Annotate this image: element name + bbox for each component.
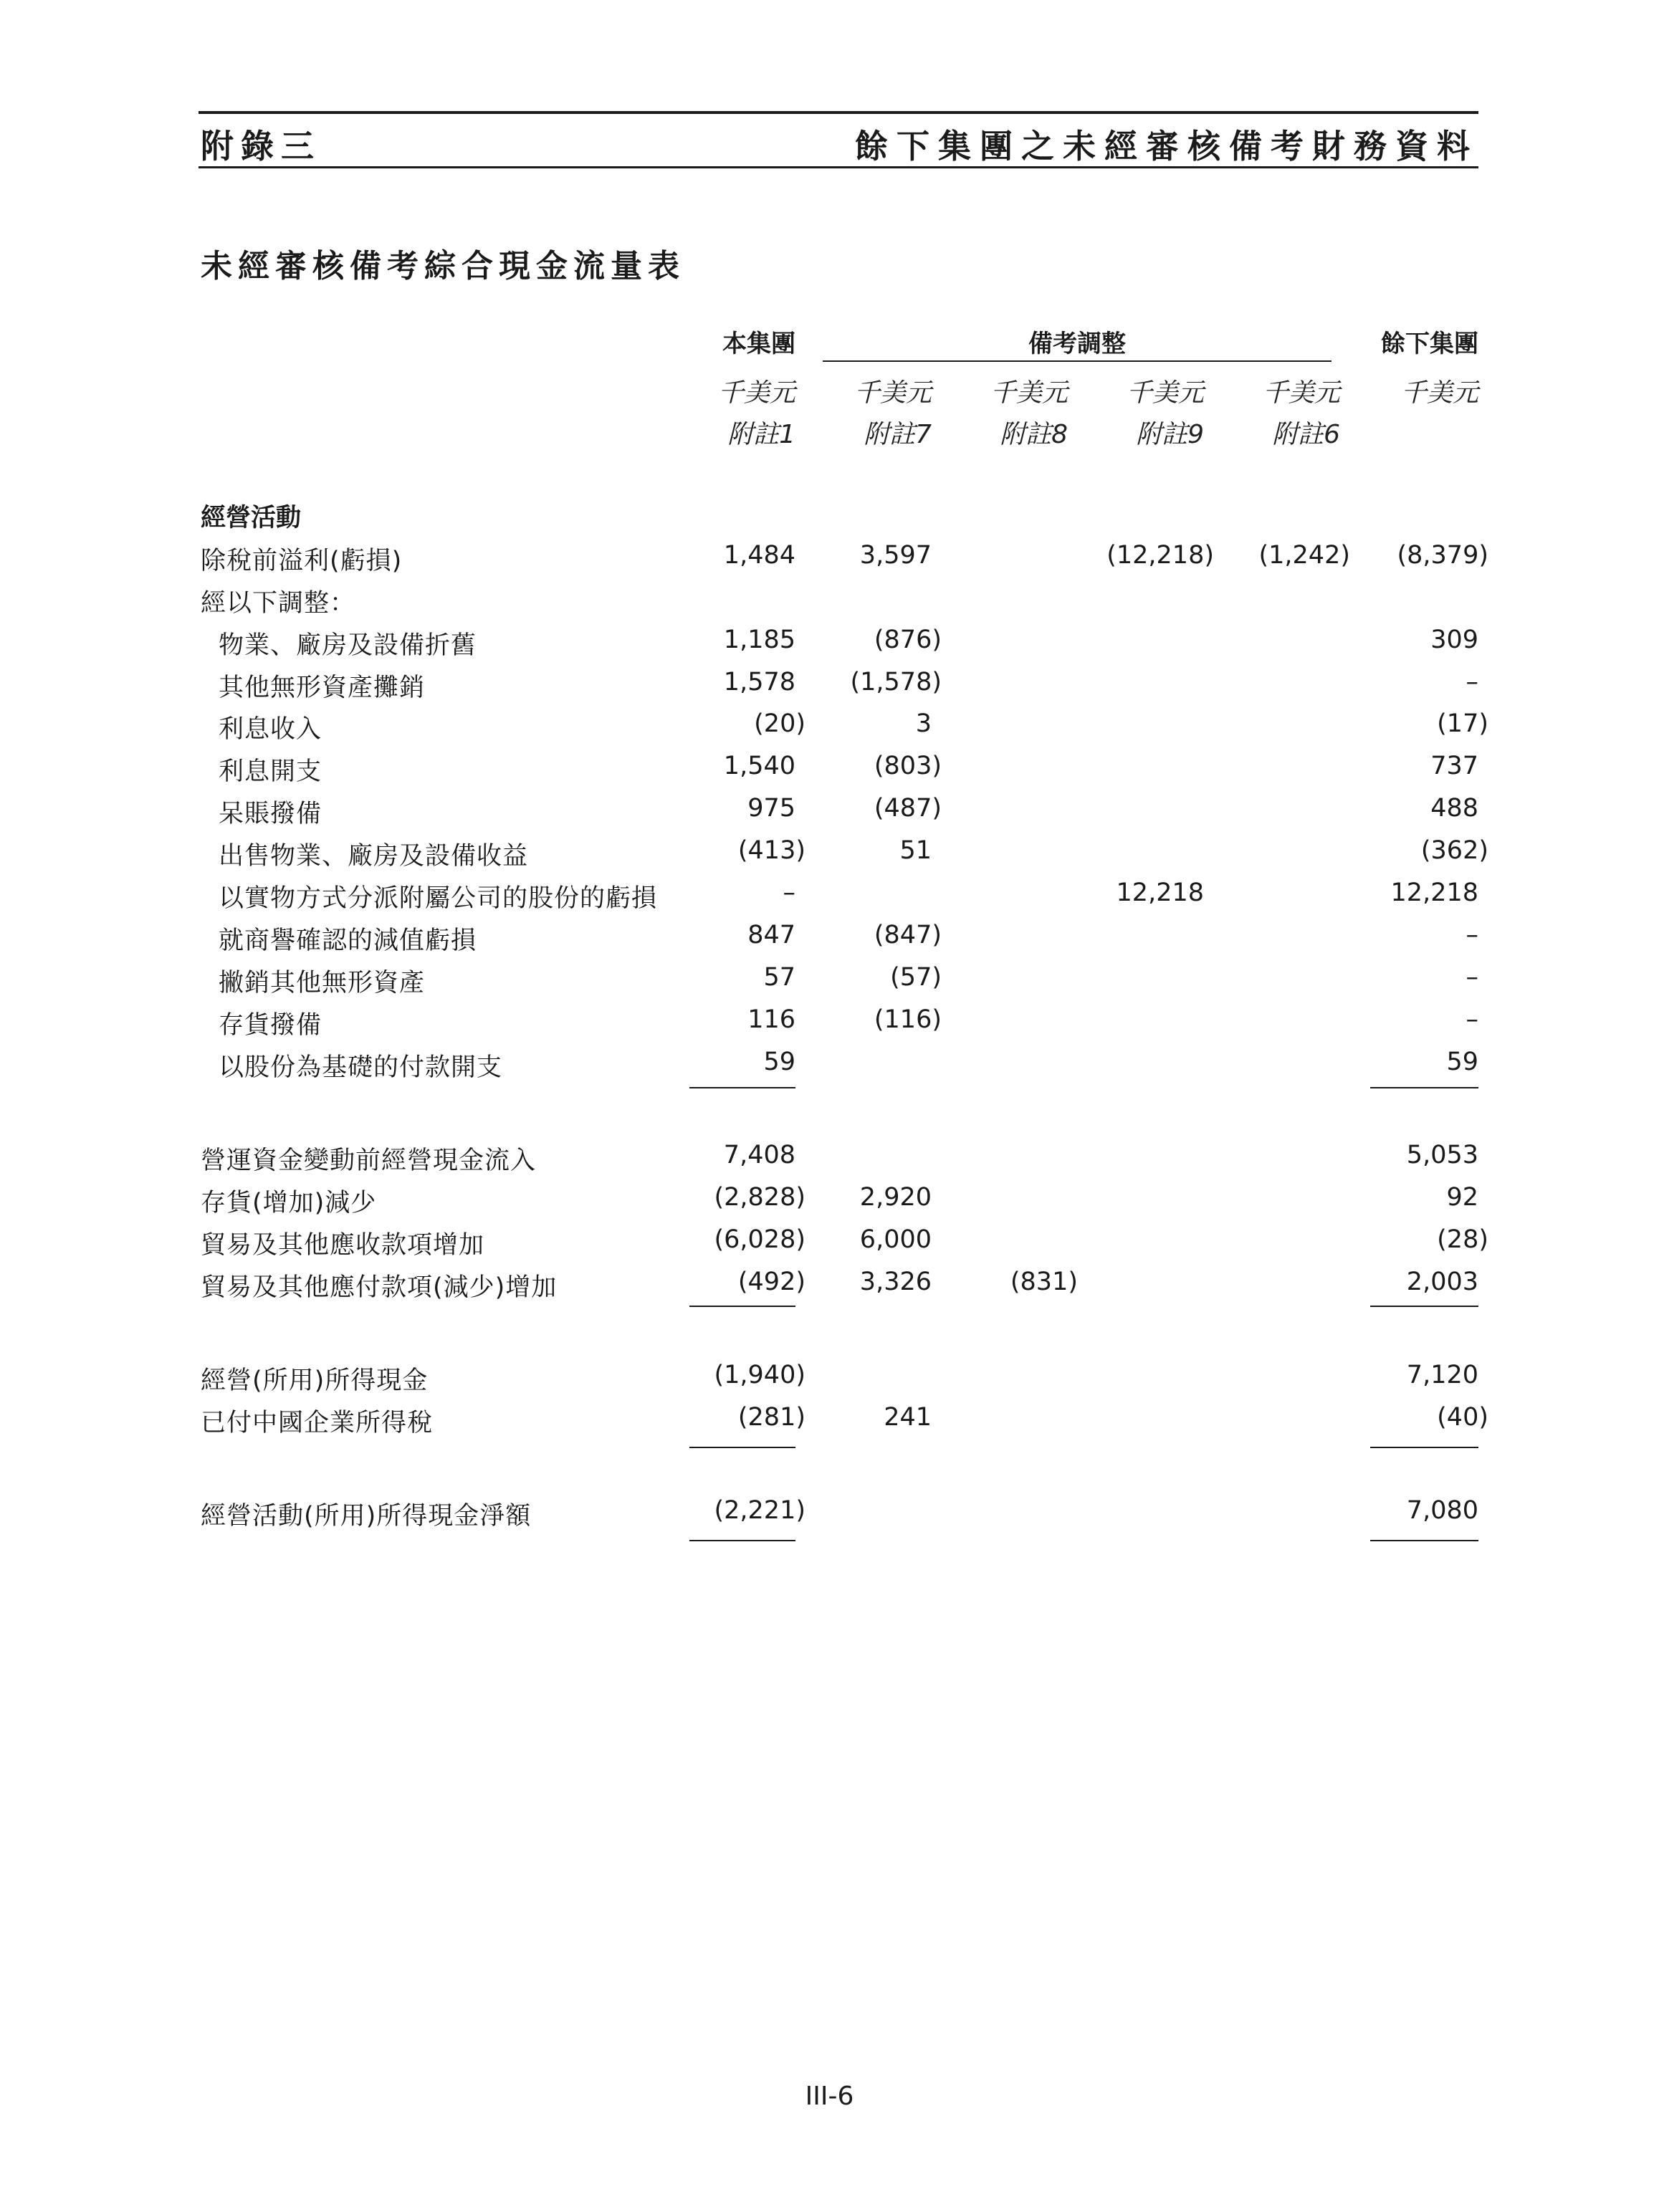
note-ref-col-3: 附註8	[1000, 420, 1068, 449]
row-label: 經營活動(所用)所得現金淨額	[201, 1502, 532, 1531]
row-label: 撇銷其他無形資產	[219, 969, 426, 997]
row-label: 營運資金變動前經營現金流入	[201, 1146, 537, 1175]
row-value-col-6: (362)	[1420, 836, 1488, 865]
subtotal-rule	[1370, 1306, 1478, 1307]
row-value-col-1: (281)	[737, 1403, 805, 1432]
row-label: 利息收入	[219, 715, 322, 744]
subtotal-rule	[689, 1087, 795, 1088]
row-value-col-1: 57	[763, 963, 795, 992]
row-value-col-2: (876)	[874, 626, 942, 654]
row-value-col-1: (20)	[754, 709, 805, 738]
row-value-col-6: (40)	[1437, 1403, 1488, 1432]
row-value-col-6: –	[1466, 1005, 1478, 1034]
row-value-col-6: 59	[1446, 1048, 1478, 1076]
row-value-col-1: 59	[763, 1048, 795, 1076]
row-value-col-2: (803)	[874, 752, 942, 780]
row-value-col-1: 7,408	[723, 1141, 795, 1169]
unit-label-col-5: 千美元	[1262, 378, 1340, 408]
row-value-col-6: 737	[1430, 752, 1478, 780]
subtotal-rule	[689, 1306, 795, 1307]
subtotal-rule	[1370, 1540, 1478, 1541]
row-value-col-6: 92	[1446, 1183, 1478, 1212]
note-ref-col-4: 附註9	[1136, 420, 1204, 449]
header-rule-top	[199, 111, 1478, 114]
subtotal-rule	[689, 1447, 795, 1448]
row-label: 存貨(增加)減少	[201, 1189, 377, 1217]
row-value-col-6: 7,120	[1406, 1361, 1478, 1389]
note-ref-col-5: 附註6	[1272, 420, 1340, 449]
row-label: 以實物方式分派附屬公司的股份的虧損	[219, 884, 658, 913]
appendix-subject: 餘下集團之未經審核備考財務資料	[855, 127, 1478, 166]
row-value-col-2: (847)	[874, 921, 942, 949]
row-value-col-2: (116)	[874, 1005, 942, 1034]
row-value-col-6: 12,218	[1390, 878, 1478, 907]
row-value-col-6: (17)	[1437, 709, 1488, 738]
row-value-col-6: –	[1466, 963, 1478, 992]
row-value-col-2: 241	[884, 1403, 932, 1432]
unit-label-col-6: 千美元	[1400, 378, 1478, 408]
row-value-col-2: 6,000	[859, 1225, 932, 1254]
row-label: 其他無形資產攤銷	[219, 674, 426, 702]
row-value-col-6: –	[1466, 921, 1478, 949]
row-value-col-2: (57)	[890, 963, 942, 992]
row-label: 利息開支	[219, 757, 322, 786]
row-value-col-6: 5,053	[1406, 1141, 1478, 1169]
section-operating-activities: 經營活動	[201, 504, 302, 532]
row-label: 經營(所用)所得現金	[201, 1366, 429, 1395]
row-label: 物業、廠房及設備折舊	[219, 631, 477, 660]
row-value-col-1: 975	[747, 794, 795, 823]
col-head-remaining: 餘下集團	[1381, 330, 1478, 358]
subtotal-rule	[689, 1540, 795, 1541]
unit-label-col-3: 千美元	[990, 378, 1068, 408]
row-value-col-2: (487)	[874, 794, 942, 823]
row-value-col-2: 2,920	[859, 1183, 932, 1212]
row-value-col-1: (492)	[737, 1268, 805, 1296]
row-value-col-4: (12,218)	[1106, 541, 1214, 570]
row-value-col-4: 12,218	[1116, 878, 1204, 907]
row-value-col-2: 3	[915, 709, 932, 738]
row-value-col-2: 3,326	[859, 1268, 932, 1296]
unit-label-col-2: 千美元	[854, 378, 932, 408]
page-number: III-6	[805, 2082, 854, 2111]
adjustments-rule	[823, 360, 1331, 362]
row-value-col-1: (1,940)	[714, 1361, 805, 1389]
subtotal-rule	[1370, 1447, 1478, 1448]
row-label: 除稅前溢利(虧損)	[201, 547, 403, 575]
unit-label-col-1: 千美元	[717, 378, 795, 408]
row-value-col-5: (1,242)	[1258, 541, 1350, 570]
row-value-col-6: (28)	[1437, 1225, 1488, 1254]
row-value-col-6: 7,080	[1406, 1496, 1478, 1525]
row-label: 已付中國企業所得稅	[201, 1409, 434, 1437]
row-label: 經以下調整：	[201, 589, 356, 618]
row-label: 就商譽確認的減值虧損	[219, 927, 477, 955]
row-value-col-6: 309	[1430, 626, 1478, 654]
row-label: 出售物業、廠房及設備收益	[219, 842, 529, 871]
row-value-col-6: 2,003	[1406, 1268, 1478, 1296]
row-value-col-6: (8,379)	[1397, 541, 1488, 570]
row-value-col-1: (413)	[737, 836, 805, 865]
row-value-col-1: 1,540	[723, 752, 795, 780]
row-value-col-1: 1,484	[723, 541, 795, 570]
note-ref-col-2: 附註7	[864, 420, 932, 449]
statement-title: 未經審核備考綜合現金流量表	[201, 248, 685, 284]
row-value-col-1: 116	[747, 1005, 795, 1034]
subtotal-rule	[1370, 1087, 1478, 1088]
row-value-col-1: (2,828)	[714, 1183, 805, 1212]
row-value-col-1: (2,221)	[714, 1496, 805, 1525]
row-label: 存貨撥備	[219, 1011, 322, 1040]
row-label: 呆賬撥備	[219, 800, 322, 828]
row-label: 貿易及其他應付款項(減少)增加	[201, 1273, 558, 1302]
row-value-col-3: (831)	[1010, 1268, 1078, 1296]
row-value-col-2: 51	[899, 836, 932, 865]
row-value-col-1: 1,185	[723, 626, 795, 654]
note-ref-col-1: 附註1	[727, 420, 795, 449]
row-value-col-1: 1,578	[723, 668, 795, 696]
col-head-adjustments: 備考調整	[1028, 330, 1126, 358]
row-value-col-1: (6,028)	[714, 1225, 805, 1254]
row-value-col-6: –	[1466, 668, 1478, 696]
row-value-col-2: 3,597	[859, 541, 932, 570]
row-label: 以股份為基礎的付款開支	[219, 1053, 503, 1082]
row-label: 貿易及其他應收款項增加	[201, 1231, 485, 1260]
unit-label-col-4: 千美元	[1126, 378, 1204, 408]
row-value-col-6: 488	[1430, 794, 1478, 823]
row-value-col-1: 847	[747, 921, 795, 949]
row-value-col-1: –	[783, 878, 795, 907]
appendix-label: 附錄三	[201, 127, 321, 166]
row-value-col-2: (1,578)	[850, 668, 942, 696]
col-head-group: 本集團	[722, 330, 795, 358]
header-rule-bottom	[199, 166, 1478, 168]
